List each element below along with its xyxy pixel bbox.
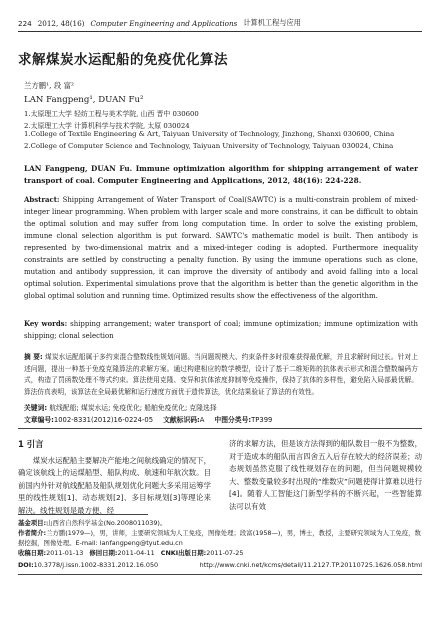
footnote-dates <box>18 548 422 558</box>
journal-name-cn: 计算机工程与应用 <box>243 18 301 27</box>
cnki-url[interactable]: http://www.cnki.net/kcms/detail/11.2127.TP.20110725.1626.058.html <box>199 561 422 569</box>
received-label: 收稿日期: <box>18 549 47 557</box>
page-number: 224 <box>18 18 32 28</box>
doc-code <box>163 414 204 424</box>
abstract-cn <box>24 352 418 398</box>
abstract-en <box>24 194 418 302</box>
cnki-date: 2011-07-25 <box>206 549 244 557</box>
doc-code-label: 文献标识码: <box>163 416 200 424</box>
bottom-rule <box>18 574 422 575</box>
clc-number-value: TP399 <box>251 416 273 424</box>
running-header <box>18 16 422 30</box>
citation: LAN Fangpeng, DUAN Fu. Immune optimization algorithm for shipping arrangement of water transport of coal. Computer Engineering and Applications, 2012, 48(16): 224-228. <box>24 164 418 185</box>
fund-label: 基金项目: <box>18 519 47 527</box>
keywords-cn <box>24 402 418 412</box>
volume-info: 2012, 48(16) <box>37 18 85 28</box>
doi-label: DOI: <box>18 561 34 569</box>
footnote-fund <box>18 518 422 528</box>
footnote-doi <box>18 560 422 570</box>
paper-title: 求解煤炭水运配船的免疫优化算法 <box>18 52 228 68</box>
fund-value: 山西省自然科学基金(No.2008011039)。 <box>46 519 167 527</box>
article-number <box>24 414 153 424</box>
author-bio-value: 兰方鹏(1979—)，男，讲师，主要研究领域为人工免疫，图像处理；段富(1958—)，男，博士，教授，主要研究领域为人工免疫，数据挖掘，图像处理。E-mail: lanfangpeng@tyut.edu.cn <box>18 529 421 547</box>
authors-en: LAN Fangpeng¹, DUAN Fu² <box>24 95 144 105</box>
clc-number-label: 中图分类号: <box>214 416 252 424</box>
document-ids <box>24 414 418 424</box>
abstract-cn-label: 摘 要: <box>24 353 43 361</box>
header-rule <box>18 31 422 32</box>
article-number-label: 文章编号: <box>24 416 54 424</box>
intro-paragraph-right: 济的求解方法，但是该方法得到的船队数目一般不为整数，对于造成本的船队而言四舍五入后存在较大的经济误差；动态规划虽然克服了线性规划存在的问题，但当问题规模较大、整数变量较多时出现的“维数灾”问题使得计算难以进行[4]。随着人工智能这门新型学科的不断兴起，一些智能算法可以有效 <box>229 439 422 511</box>
keywords-cn-text: 航线配船; 煤炭水运; 免疫优化; 船舶免疫优化; 克隆选择 <box>49 404 217 412</box>
intro-paragraph-left: 煤炭水运配船主要解决产能地之间航线确定的情况下，确定该航线上的运煤船型、船队构成、航速和年航次数。目前国内外针对航线配船及船队规划优化问题大多采用运筹学里的线性规划[1]、动态规划[2]、多目标规划[3]等理论来解决。线性规划是最方便、经 <box>18 455 211 515</box>
doi-value: 10.3778/j.issn.1002-8331.2012.16.050 <box>33 561 159 569</box>
article-number-value: 1002-8331(2012)16-0224-05 <box>53 416 154 424</box>
revised-label: 修回日期: <box>89 549 118 557</box>
keywords-cn-label: 关键词: <box>24 404 48 412</box>
affiliation-1-en: 1.College of Textile Engineering & Art, Taiyuan University of Technology, Jinzhong, Shanxi 030600, China <box>24 130 395 138</box>
abstract-en-text: Shipping Arrangement of Water Transport of Coal(SAWTC) is a multi-constrain problem of mixed-integer linear programming. When problem with larger scale and more constrains, it can be difficult to obtain the optimal solution and may suffer from long computation time. In order to solve the existing problem, immune clonal selection algorithm is put forward. SAWTC's mathematic model is built. Then antibody is represented by two-dimensional matrix and a mixed-integer coding is adopted. Furthermore inequality constraints are settled by constructing a penalty function. By using the immune operations such as clone, mutation and antibody suppression, it can improve the diversity of antibody and avoid falling into a local optimal solution. Experimental simulations prove that the algorithm is better than the genetic algorithm in the global optimal solution and running time. Optimized results show the effectiveness of the algorithm. <box>24 196 418 300</box>
section-rule <box>18 428 422 429</box>
abstract-en-label: Abstract: <box>24 195 60 204</box>
section-heading-intro: 1 引言 <box>18 439 44 449</box>
keywords-en <box>24 318 418 342</box>
body-column-right <box>229 438 422 513</box>
cnki-label: CNKI出版日期: <box>160 549 207 557</box>
author-bio-label: 作者简介: <box>18 529 47 537</box>
doc-code-value: A <box>199 416 205 424</box>
received-date: 2011-01-13 <box>46 549 84 557</box>
affiliation-2-cn: 2.太原理工大学 计算机科学与技术学院, 太原 030024 <box>24 122 190 130</box>
affiliation-1-cn: 1.太原理工大学 轻纺工程与美术学院, 山西 晋中 030600 <box>24 110 199 118</box>
body-column-left <box>18 438 211 517</box>
footnote-author <box>18 528 422 548</box>
affiliation-2-en: 2.College of Computer Science and Technology, Taiyuan University of Technology, Taiyuan 030024, China <box>24 142 394 150</box>
clc-number <box>214 414 272 424</box>
journal-name-en: Computer Engineering and Applications <box>90 18 238 28</box>
keywords-en-label: Key words: <box>24 319 68 328</box>
revised-date: 2011-04-11 <box>117 549 155 557</box>
authors-cn: 兰方鹏¹, 段 富² <box>24 81 74 90</box>
footnote-rule <box>18 514 148 515</box>
abstract-cn-text: 煤炭水运配船属于多约束混合整数线性规划问题。当问题规模大、约束条件多时很难获得最优解，并且求解时间过长。针对上述问题，提出一种基于免疫克隆算法的求解方案。通过构建相应的数学模型，设计了基于二维矩阵的抗体表示形式和混合整数编码方式，构造了罚函数处理不等式约束。算法使用克隆、变异和抗体浓度抑制等免疫操作，保持了抗体的多样性，避免陷入局部最优解。算法仿真表明，该算法在全局最优解和运行速度方面优于遗传算法，优化结果验证了算法的有效性。 <box>24 353 418 396</box>
keywords-en-text: shipping arrangement; water transport of coal; immune optimization; immune optimization with shipping; clonal selection <box>24 320 418 340</box>
